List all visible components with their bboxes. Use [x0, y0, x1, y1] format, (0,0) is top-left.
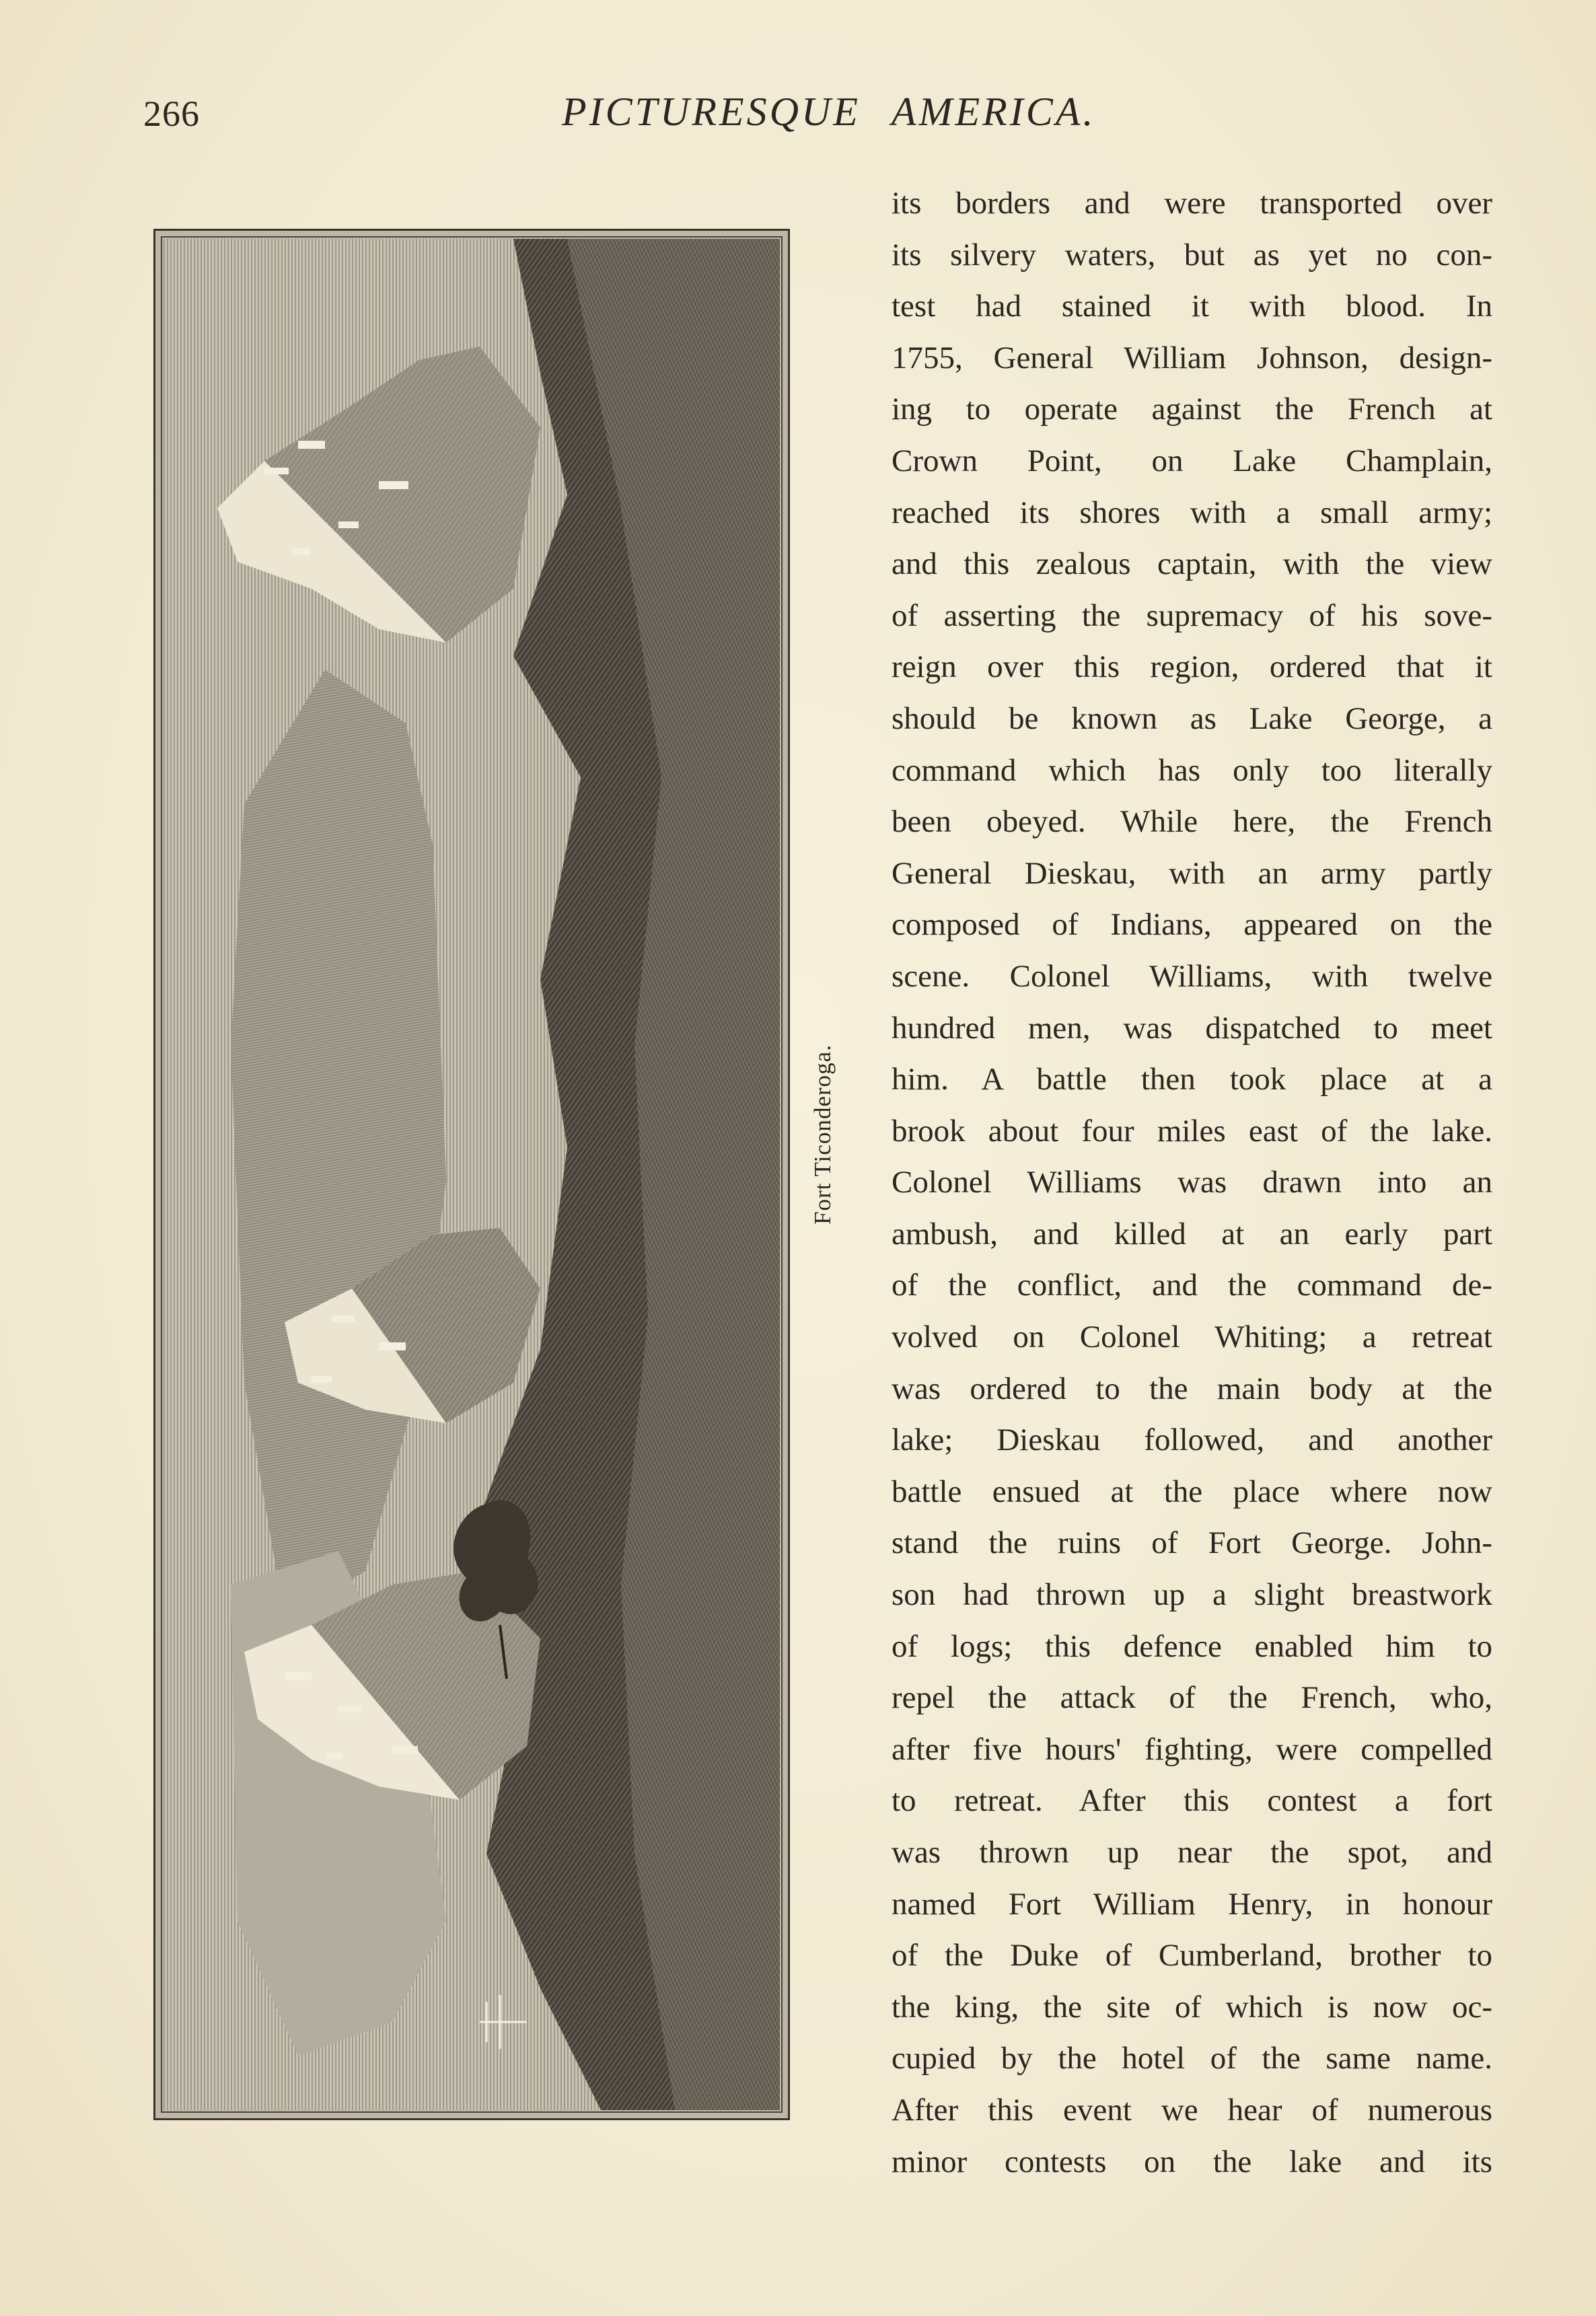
text-line: its silvery waters, but as yet no con- [892, 237, 1492, 273]
text-line: reached its shores with a small army; [892, 495, 1492, 530]
text-line: cupied by the hotel of the same name. [892, 2041, 1492, 2076]
engraving-plate [153, 229, 790, 2120]
text-line: stand the ruins of Fort George. John- [892, 1525, 1492, 1561]
body-text [892, 178, 1492, 2187]
text-line: minor contests on the lake and its [892, 2144, 1492, 2179]
text-line: ing to operate against the French at [892, 392, 1492, 427]
text-line: of the Duke of Cumberland, brother to [892, 1938, 1492, 1974]
text-line: brook about four miles east of the lake. [892, 1113, 1492, 1149]
text-line: lake; Dieskau followed, and another [892, 1422, 1492, 1458]
text-line: test had stained it with blood. In [892, 289, 1492, 324]
text-line: should be known as Lake George, a [892, 700, 1492, 736]
text-line: son had thrown up a slight breastwork [892, 1577, 1492, 1613]
text-line: repel the attack of the French, who, [892, 1680, 1492, 1716]
text-line: him. A battle then took place at a [892, 1062, 1492, 1097]
fort-ticonderoga-engraving [164, 239, 780, 2110]
text-line: volved on Colonel Whiting; a retreat [892, 1319, 1492, 1355]
text-line: and this zealous captain, with the view [892, 546, 1492, 582]
text-line: Colonel Williams was drawn into an [892, 1165, 1492, 1200]
running-title: PICTURESQUE AMERICA. [562, 89, 1096, 134]
page-number: 266 [143, 94, 200, 134]
text-line: its borders and were transported over [892, 186, 1492, 221]
text-line: scene. Colonel Williams, with twelve [892, 958, 1492, 994]
text-line: to retreat. After this contest a fort [892, 1783, 1492, 1819]
text-line: reign over this region, ordered that it [892, 649, 1492, 685]
text-line: battle ensued at the place where now [892, 1474, 1492, 1509]
text-line: was thrown up near the spot, and [892, 1835, 1492, 1870]
text-line: 1755, General William Johnson, design- [892, 340, 1492, 375]
text-line: the king, the site of which is now oc- [892, 1989, 1492, 2025]
text-line: was ordered to the main body at the [892, 1371, 1492, 1406]
figure-caption: Fort Ticonderoga. [809, 1044, 836, 1225]
text-line: ambush, and killed at an early part [892, 1216, 1492, 1252]
text-line: Crown Point, on Lake Champlain, [892, 443, 1492, 478]
text-line: command which has only too literally [892, 752, 1492, 788]
text-line: General Dieskau, with an army partly [892, 855, 1492, 891]
text-line: been obeyed. While here, the French [892, 804, 1492, 840]
text-line: After this event we hear of numerous [892, 2092, 1492, 2128]
text-line: of asserting the supremacy of his sove- [892, 598, 1492, 633]
text-line: composed of Indians, appeared on the [892, 907, 1492, 943]
text-line: of logs; this defence enabled him to [892, 1628, 1492, 1664]
text-line: after five hours' fighting, were compelled [892, 1731, 1492, 1767]
page-header [0, 86, 1596, 147]
text-line: named Fort William Henry, in honour [892, 1886, 1492, 1922]
text-line: hundred men, was dispatched to meet [892, 1010, 1492, 1046]
text-line: of the conflict, and the command de- [892, 1268, 1492, 1303]
